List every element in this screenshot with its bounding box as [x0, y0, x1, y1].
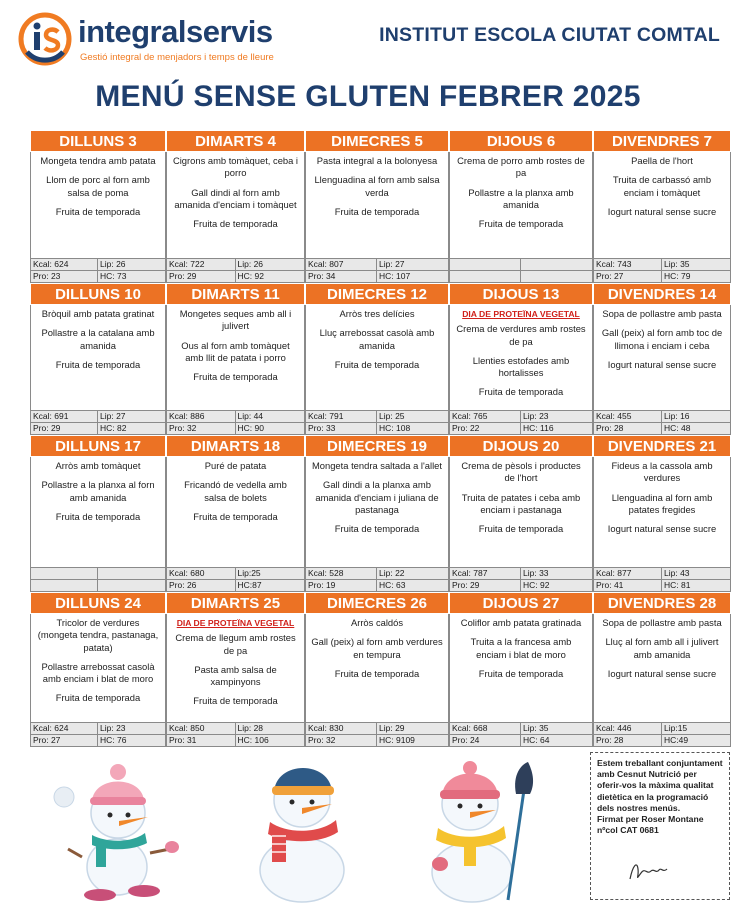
carbs-value: HC:87 — [237, 579, 262, 590]
nutrition-note-signed: Firmat per Roser Montane nºcol CAT 0681 — [597, 814, 704, 836]
lipids-value: Lip: 44 — [236, 411, 305, 423]
lipids-value: Lip: 27 — [377, 259, 448, 271]
dish-list — [31, 614, 165, 722]
kcal-value: Kcal: 691 — [31, 411, 98, 423]
dish-item: Fruita de temporada — [55, 692, 141, 704]
protein-value: Pro: 26 — [167, 580, 236, 592]
dish-list — [450, 305, 592, 410]
dish-list — [450, 457, 592, 567]
dish-item: Iogurt natural sense sucre — [607, 205, 717, 217]
carbs-value: HC: 9109 — [379, 734, 415, 745]
dish-item: Mongeta tendra saltada a l'allet — [311, 460, 442, 471]
day-menu-cell — [166, 305, 305, 435]
protein-value: Pro: 41 — [594, 580, 662, 592]
dish-list — [167, 614, 304, 722]
kcal-value: Kcal: 850 — [167, 723, 236, 735]
dish-list — [594, 152, 730, 258]
dish-list — [594, 614, 730, 722]
lipids-value: Lip: 26 — [98, 259, 165, 271]
dish-item: Fruita de temporada — [193, 371, 278, 383]
dish-item: Fideus a la cassola amb verdures — [611, 460, 713, 484]
day-header: DIMARTS 18 — [166, 435, 305, 457]
nutrition-table — [450, 258, 592, 282]
day-header: DIVENDRES 7 — [593, 130, 731, 152]
dish-item: Sopa de pollastre amb pasta — [602, 308, 722, 319]
dish-item: Llenguadina al forn amb salsa verda — [314, 174, 440, 198]
day-menu-cell — [305, 457, 449, 592]
protein-value: Pro: 28 — [594, 735, 662, 747]
dish-list — [450, 614, 592, 722]
carbs-value: HC: 63 — [379, 579, 406, 590]
carbs-value: HC: 92 — [523, 579, 550, 590]
dish-item: Truita de carbassó amb enciam i tomàquet — [612, 174, 712, 198]
dish-item: Gall (peix) al forn amb verdures en tempura — [311, 636, 443, 660]
dish-item: Pollastre arrebossat casolà amb enciam i blat de moro — [41, 660, 155, 685]
dish-list — [594, 457, 730, 567]
lipids-value: Lip: 26 — [236, 259, 305, 271]
lipids-value: Lip: 35 — [521, 723, 592, 735]
day-menu-cell — [30, 152, 166, 283]
carbs-value: HC: 81 — [664, 579, 691, 590]
protein-value: Pro: 28 — [594, 423, 662, 435]
dish-item: Tricolor de verdures (mongeta tendra, pastanaga, patata) — [37, 617, 159, 653]
nutrition-table — [594, 258, 730, 282]
protein-value: Pro: 33 — [306, 423, 377, 435]
dish-list — [450, 152, 592, 258]
day-header: DIMARTS 25 — [166, 592, 305, 614]
dish-item: Truita a la francesa amb enciam i blat de moro — [470, 636, 572, 660]
lipids-value: Lip:25 — [236, 568, 305, 580]
integralservis-logo-icon — [18, 12, 72, 66]
dish-item: Llenties estofades amb hortalisses — [472, 354, 570, 379]
nutrition-table — [450, 410, 592, 434]
day-menu-cell — [593, 152, 731, 283]
dish-list — [167, 152, 304, 258]
dish-list — [31, 152, 165, 258]
snowman-skating-illustration — [52, 757, 187, 903]
day-menu-cell — [449, 457, 593, 592]
kcal-value: Kcal: 680 — [167, 568, 236, 580]
carbs-value: HC: 79 — [664, 270, 691, 281]
dish-item: Fruita de temporada — [478, 218, 564, 230]
dish-item: Arròs amb tomàquet — [55, 460, 141, 471]
dish-item: Fruita de temporada — [334, 523, 420, 535]
lipids-value: Lip: 29 — [377, 723, 448, 735]
protein-value: Pro: 32 — [306, 735, 377, 747]
kcal-value: Kcal: 787 — [450, 568, 521, 580]
dish-list — [31, 457, 165, 567]
nutrition-table — [167, 722, 304, 746]
lipids-value: Lip: 16 — [662, 411, 730, 423]
menu-grid — [30, 130, 731, 747]
kcal-value: Kcal: 722 — [167, 259, 236, 271]
dish-item: Paella de l'hort — [631, 155, 693, 166]
dish-list — [306, 614, 448, 722]
kcal-value: Kcal: 668 — [450, 723, 521, 735]
day-menu-cell — [593, 614, 731, 747]
dish-item: Pollastre a la planxa al forn amb amanida — [41, 479, 155, 503]
dish-item: Fricandó de vedella amb salsa de bolets — [184, 479, 287, 503]
dish-item: Lluç arrebossat casolà amb amanida — [319, 327, 435, 351]
brand-tagline: Gestió integral de menjadors i temps de lleure — [80, 52, 274, 63]
carbs-value: HC: 116 — [523, 422, 554, 433]
kcal-value: Kcal: 830 — [306, 723, 377, 735]
dish-item: Crema de verdures amb rostes de pa — [456, 323, 586, 347]
dish-item: Mongeta tendra amb patata — [40, 155, 156, 166]
dish-item: Fruita de temporada — [334, 205, 420, 217]
dish-item: Fruita de temporada — [478, 667, 564, 679]
week-menu-row — [30, 152, 731, 283]
day-header: DILLUNS 24 — [30, 592, 166, 614]
nutrition-note-text: Estem treballant conjuntament amb Cesnut Nutrició per oferir-vos la màxima qualitat dietètica en la programació dels nostres menús. — [597, 758, 723, 813]
day-menu-cell — [305, 305, 449, 435]
dish-item: Fruita de temporada — [478, 386, 564, 398]
dish-item: Iogurt natural sense sucre — [607, 358, 717, 370]
dish-item: Puré de patata — [204, 460, 267, 471]
day-menu-cell — [166, 457, 305, 592]
day-header: DIJOUS 20 — [449, 435, 593, 457]
week-menu-row — [30, 457, 731, 592]
protein-value: Pro: 24 — [450, 735, 521, 747]
dish-item: Gall dindi a la planxa amb amanida d'enciam i juliana de pastanaga — [315, 479, 439, 515]
dish-item: Cigrons amb tomàquet, ceba i porro — [172, 155, 299, 179]
dish-list — [167, 305, 304, 410]
dish-item: Fruita de temporada — [55, 205, 141, 217]
day-menu-cell — [166, 614, 305, 747]
lipids-value — [98, 568, 165, 580]
lipids-value — [521, 259, 592, 271]
dish-item: Pasta integral a la bolonyesa — [316, 155, 438, 166]
nutrition-table — [167, 258, 304, 282]
carbs-value: HC: 106 — [237, 734, 269, 745]
nutrition-table — [306, 567, 448, 591]
lipids-value: Lip: 23 — [521, 411, 592, 423]
dish-item: Fruita de temporada — [193, 510, 278, 522]
lipids-value: Lip: 27 — [98, 411, 165, 423]
kcal-value: Kcal: 455 — [594, 411, 662, 423]
week-header-row — [30, 283, 731, 305]
nutrition-table — [450, 722, 592, 746]
kcal-value — [450, 259, 521, 271]
school-name: INSTITUT ESCOLA CIUTAT COMTAL — [379, 24, 720, 46]
kcal-value: Kcal: 791 — [306, 411, 377, 423]
nutrition-table — [31, 722, 165, 746]
day-header: DIVENDRES 21 — [593, 435, 731, 457]
day-menu-cell — [449, 614, 593, 747]
day-menu-cell — [166, 152, 305, 283]
carbs-value: HC: 73 — [100, 270, 127, 281]
carbs-value — [521, 271, 592, 283]
dish-item: Ous al forn amb tomàquet amb llit de patata i porro — [181, 339, 290, 363]
dish-item: Crema de porro amb rostes de pa — [457, 155, 585, 179]
signature-icon — [627, 857, 669, 885]
week-header-row — [30, 130, 731, 152]
day-header: DIMECRES 5 — [305, 130, 449, 152]
day-menu-cell — [305, 614, 449, 747]
day-menu-cell — [593, 457, 731, 592]
dish-item: Crema de pèsols i productes de l'hort — [461, 460, 581, 484]
dish-item: Llenguadina al forn amb patates fregides — [611, 491, 713, 515]
day-header: DIMARTS 4 — [166, 130, 305, 152]
day-menu-cell — [30, 305, 166, 435]
kcal-value: Kcal: 765 — [450, 411, 521, 423]
brand-name: integralservis — [78, 14, 273, 49]
lipids-value: Lip: 28 — [236, 723, 305, 735]
dish-item: Fruita de temporada — [193, 695, 278, 707]
protein-value: Pro: 29 — [31, 423, 98, 435]
dish-item: Fruita de temporada — [334, 667, 420, 679]
nutrition-table — [594, 722, 730, 746]
carbs-value: HC: 76 — [100, 734, 127, 745]
day-header: DILLUNS 3 — [30, 130, 166, 152]
carbs-value — [98, 580, 165, 592]
lipids-value: Lip: 43 — [662, 568, 730, 580]
dish-item: Fruita de temporada — [193, 218, 278, 230]
dish-item: Sopa de pollastre amb pasta — [602, 617, 722, 628]
vegetable-protein-badge: DIA DE PROTEÏNA VEGETAL — [462, 309, 580, 319]
dish-item: Fruita de temporada — [55, 358, 141, 370]
nutrition-table — [306, 722, 448, 746]
carbs-value: HC: 108 — [379, 422, 411, 433]
carbs-value: HC: 64 — [523, 734, 550, 745]
day-header: DIJOUS 27 — [449, 592, 593, 614]
dish-item: Arròs tres delícies — [339, 308, 415, 319]
lipids-value: Lip: 23 — [98, 723, 165, 735]
dish-item: Truita de patates i ceba amb enciam i pastanaga — [461, 491, 581, 515]
day-header: DIMARTS 11 — [166, 283, 305, 305]
kcal-value: Kcal: 886 — [167, 411, 236, 423]
day-menu-cell — [30, 457, 166, 592]
day-menu-cell — [449, 305, 593, 435]
dish-list — [306, 152, 448, 258]
dish-item: Mongetes seques amb all i julivert — [179, 308, 292, 332]
dish-item: Gall (peix) al forn amb toc de llimona i enciam i ceba — [601, 327, 723, 351]
carbs-value: HC: 48 — [664, 422, 691, 433]
nutrition-table — [31, 258, 165, 282]
nutrition-table — [306, 410, 448, 434]
lipids-value: Lip: 33 — [521, 568, 592, 580]
dish-list — [306, 457, 448, 567]
nutrition-note — [590, 752, 730, 900]
lipids-value: Lip: 35 — [662, 259, 730, 271]
day-header: DIVENDRES 28 — [593, 592, 731, 614]
dish-list — [594, 305, 730, 410]
kcal-value: Kcal: 743 — [594, 259, 662, 271]
protein-value: Pro: 19 — [306, 580, 377, 592]
dish-item: Pollastre a la catalana amb amanida — [41, 327, 155, 351]
day-header: DIJOUS 6 — [449, 130, 593, 152]
day-header: DIVENDRES 14 — [593, 283, 731, 305]
carbs-value: HC: 107 — [379, 270, 411, 281]
dish-item: Llom de porc al forn amb salsa de poma — [46, 174, 150, 198]
day-menu-cell — [30, 614, 166, 747]
carbs-value: HC: 92 — [237, 270, 264, 281]
protein-value: Pro: 22 — [450, 423, 521, 435]
brand-logo — [18, 12, 278, 68]
nutrition-table — [306, 258, 448, 282]
protein-value: Pro: 31 — [167, 735, 236, 747]
nutrition-table — [594, 567, 730, 591]
dish-item: Iogurt natural sense sucre — [607, 523, 717, 535]
day-menu-cell — [305, 152, 449, 283]
nutrition-table — [167, 410, 304, 434]
protein-value — [31, 580, 98, 592]
week-menu-row — [30, 614, 731, 747]
day-menu-cell — [449, 152, 593, 283]
kcal-value: Kcal: 624 — [31, 723, 98, 735]
protein-value: Pro: 29 — [167, 271, 236, 283]
lipids-value: Lip:15 — [662, 723, 730, 735]
lipids-value: Lip: 25 — [377, 411, 448, 423]
week-header-row — [30, 435, 731, 457]
dish-list — [31, 305, 165, 410]
day-header: DILLUNS 10 — [30, 283, 166, 305]
carbs-value: HC: 82 — [100, 422, 127, 433]
protein-value: Pro: 34 — [306, 271, 377, 283]
dish-item: Arròs caldós — [350, 617, 404, 628]
nutrition-table — [31, 410, 165, 434]
protein-value: Pro: 23 — [31, 271, 98, 283]
week-header-row — [30, 592, 731, 614]
dish-item: Fruita de temporada — [334, 358, 420, 370]
dish-list — [306, 305, 448, 410]
protein-value — [450, 271, 521, 283]
carbs-value: HC: 90 — [237, 422, 264, 433]
dish-item: Crema de llegum amb rostes de pa — [175, 632, 296, 656]
kcal-value: Kcal: 624 — [31, 259, 98, 271]
vegetable-protein-badge: DIA DE PROTEÏNA VEGETAL — [176, 618, 295, 628]
dish-list — [167, 457, 304, 567]
kcal-value: Kcal: 807 — [306, 259, 377, 271]
dish-item: Pasta amb salsa de xampinyons — [194, 663, 277, 688]
dish-item: Coliflor amb patata gratinada — [460, 617, 582, 628]
kcal-value: Kcal: 446 — [594, 723, 662, 735]
kcal-value: Kcal: 877 — [594, 568, 662, 580]
protein-value: Pro: 32 — [167, 423, 236, 435]
lipids-value: Lip: 22 — [377, 568, 448, 580]
dish-item: Pollastre a la planxa amb amanida — [468, 186, 574, 210]
day-header: DIMECRES 12 — [305, 283, 449, 305]
protein-value: Pro: 29 — [450, 580, 521, 592]
day-header: DIMECRES 19 — [305, 435, 449, 457]
kcal-value — [31, 568, 98, 580]
kcal-value: Kcal: 528 — [306, 568, 377, 580]
week-menu-row — [30, 305, 731, 435]
nutrition-table — [594, 410, 730, 434]
protein-value: Pro: 27 — [594, 271, 662, 283]
dish-item: Fruita de temporada — [478, 523, 564, 535]
snowman-scarf-illustration — [250, 758, 360, 903]
protein-value: Pro: 27 — [31, 735, 98, 747]
dish-item: Bròquil amb patata gratinat — [41, 308, 155, 319]
day-menu-cell — [593, 305, 731, 435]
snowman-broom-illustration — [412, 760, 547, 903]
nutrition-table — [31, 567, 165, 591]
carbs-value: HC:49 — [664, 734, 689, 745]
dish-item: Lluç al forn amb all i julivert amb amanida — [605, 636, 719, 660]
day-header: DILLUNS 17 — [30, 435, 166, 457]
dish-item: Iogurt natural sense sucre — [607, 667, 717, 679]
nutrition-table — [450, 567, 592, 591]
day-header: DIJOUS 13 — [449, 283, 593, 305]
dish-item: Gall dindi al forn amb amanida d'enciam i tomàquet — [174, 186, 297, 210]
dish-item: Fruita de temporada — [55, 510, 141, 522]
page-title: MENÚ SENSE GLUTEN FEBRER 2025 — [95, 80, 641, 113]
nutrition-table — [167, 567, 304, 591]
day-header: DIMECRES 26 — [305, 592, 449, 614]
